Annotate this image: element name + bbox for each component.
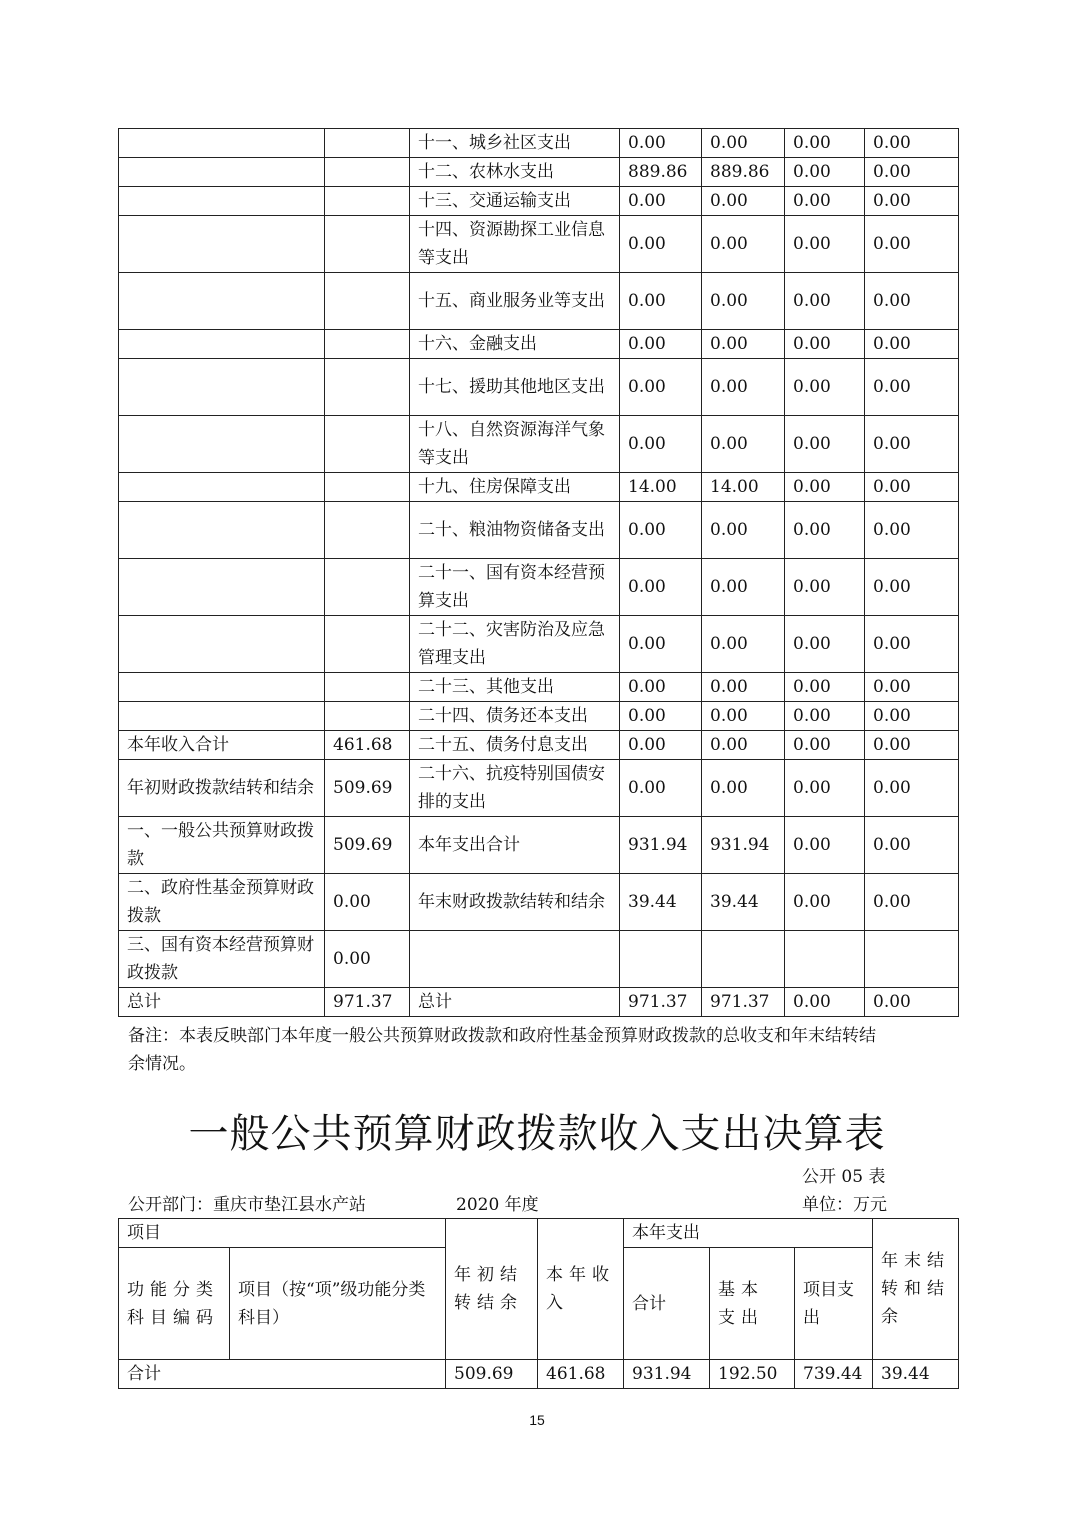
table-row	[119, 330, 959, 359]
cell-income-amount	[325, 273, 410, 330]
cell-fund: 0.00	[785, 702, 865, 731]
header-func-code: 功能分类科目编码	[119, 1248, 230, 1360]
cell-fund: 0.00	[785, 817, 865, 874]
cell-total: 0.00	[620, 129, 702, 158]
cell-expense-item: 十六、金融支出	[410, 330, 620, 359]
cell-total: 931.94	[620, 817, 702, 874]
cell-general: 0.00	[702, 616, 785, 673]
table-row	[119, 702, 959, 731]
cell-income-amount	[325, 673, 410, 702]
cell-total: 889.86	[620, 158, 702, 187]
cell-income-item	[119, 416, 325, 473]
cell-fund: 0.00	[785, 502, 865, 559]
cell-total: 0.00	[620, 760, 702, 817]
cell-state-capital: 0.00	[865, 673, 959, 702]
cell-expense-item: 二十五、债务付息支出	[410, 731, 620, 760]
cell-income-amount: 0.00	[325, 931, 410, 988]
cell-state-capital: 0.00	[865, 502, 959, 559]
cell-state-capital: 0.00	[865, 760, 959, 817]
header-basic-expense: 基本支出	[710, 1248, 795, 1360]
header-project: 项目	[119, 1219, 446, 1248]
cell-expense-item: 十七、援助其他地区支出	[410, 359, 620, 416]
cell-income-item	[119, 502, 325, 559]
department-label: 公开部门：重庆市垫江县水产站	[128, 1195, 366, 1215]
cell-general: 971.37	[702, 988, 785, 1017]
table-row	[119, 616, 959, 673]
table-row	[119, 731, 959, 760]
total-label: 合计	[119, 1360, 446, 1389]
cell-expense-item: 年末财政拨款结转和结余	[410, 874, 620, 931]
cell-income-item	[119, 273, 325, 330]
cell-expense-item: 二十三、其他支出	[410, 673, 620, 702]
cell-total: 0.00	[620, 216, 702, 273]
header-current-income: 本年收入	[538, 1219, 624, 1360]
cell-state-capital: 0.00	[865, 129, 959, 158]
cell-income-amount: 509.69	[325, 817, 410, 874]
cell-state-capital: 0.00	[865, 273, 959, 330]
cell-general: 0.00	[702, 330, 785, 359]
cell-expense-item: 二十二、灾害防治及应急管理支出	[410, 616, 620, 673]
cell-income-item	[119, 330, 325, 359]
cell-fund: 0.00	[785, 473, 865, 502]
cell-general: 0.00	[702, 731, 785, 760]
cell-state-capital: 0.00	[865, 187, 959, 216]
cell-expense-item: 十四、资源勘探工业信息等支出	[410, 216, 620, 273]
cell-total: 0.00	[620, 187, 702, 216]
total-row	[119, 1360, 959, 1389]
cell-state-capital: 0.00	[865, 559, 959, 616]
total-project-expense: 739.44	[795, 1360, 873, 1389]
cell-income-amount	[325, 559, 410, 616]
cell-total: 0.00	[620, 359, 702, 416]
table-row	[119, 359, 959, 416]
cell-state-capital: 0.00	[865, 473, 959, 502]
total-current-income: 461.68	[538, 1360, 624, 1389]
header-opening-balance: 年初结转结余	[446, 1219, 538, 1360]
cell-expense-item: 十八、自然资源海洋气象等支出	[410, 416, 620, 473]
cell-general: 0.00	[702, 129, 785, 158]
cell-total: 0.00	[620, 616, 702, 673]
table-row	[119, 817, 959, 874]
cell-income-amount	[325, 129, 410, 158]
cell-income-item	[119, 673, 325, 702]
total-basic-expense: 192.50	[710, 1360, 795, 1389]
cell-total: 0.00	[620, 502, 702, 559]
table-row	[119, 187, 959, 216]
cell-general: 14.00	[702, 473, 785, 502]
cell-state-capital: 0.00	[865, 416, 959, 473]
cell-total	[620, 931, 702, 988]
header-project-expense: 项目支出	[795, 1248, 873, 1360]
cell-income-item: 年初财政拨款结转和结余	[119, 760, 325, 817]
cell-expense-item: 十五、商业服务业等支出	[410, 273, 620, 330]
cell-income-amount	[325, 502, 410, 559]
cell-state-capital: 0.00	[865, 702, 959, 731]
cell-total: 0.00	[620, 330, 702, 359]
cell-state-capital: 0.00	[865, 359, 959, 416]
cell-income-amount	[325, 473, 410, 502]
cell-expense-item: 十九、住房保障支出	[410, 473, 620, 502]
cell-expense-item	[410, 931, 620, 988]
cell-total: 39.44	[620, 874, 702, 931]
total-closing-balance: 39.44	[873, 1360, 959, 1389]
cell-fund: 0.00	[785, 273, 865, 330]
cell-income-item	[119, 158, 325, 187]
table-row	[119, 158, 959, 187]
cell-fund: 0.00	[785, 874, 865, 931]
table-row	[119, 673, 959, 702]
cell-income-item	[119, 702, 325, 731]
header-item-name: 项目（按“项”级功能分类科目）	[230, 1248, 446, 1360]
cell-total: 0.00	[620, 673, 702, 702]
table-row	[119, 760, 959, 817]
budget-summary-table	[118, 128, 959, 1017]
cell-state-capital: 0.00	[865, 616, 959, 673]
table-row	[119, 473, 959, 502]
cell-state-capital: 0.00	[865, 330, 959, 359]
cell-income-amount	[325, 359, 410, 416]
cell-income-amount	[325, 330, 410, 359]
cell-general: 931.94	[702, 817, 785, 874]
cell-fund: 0.00	[785, 988, 865, 1017]
cell-general: 889.86	[702, 158, 785, 187]
fiscal-year: 2020 年度	[456, 1195, 539, 1215]
cell-income-item: 总计	[119, 988, 325, 1017]
cell-income-item	[119, 559, 325, 616]
header-subtotal: 合计	[624, 1248, 710, 1360]
table-code: 公开 05 表	[802, 1167, 886, 1187]
cell-general: 0.00	[702, 273, 785, 330]
cell-total: 0.00	[620, 559, 702, 616]
total-opening-balance: 509.69	[446, 1360, 538, 1389]
cell-fund: 0.00	[785, 187, 865, 216]
cell-expense-item: 十二、农林水支出	[410, 158, 620, 187]
cell-income-item: 三、国有资本经营预算财政拨款	[119, 931, 325, 988]
table-row	[119, 874, 959, 931]
cell-fund: 0.00	[785, 359, 865, 416]
cell-general: 0.00	[702, 359, 785, 416]
cell-state-capital: 0.00	[865, 874, 959, 931]
cell-expense-item: 总计	[410, 988, 620, 1017]
cell-expense-item: 二十四、债务还本支出	[410, 702, 620, 731]
cell-fund: 0.00	[785, 731, 865, 760]
cell-fund: 0.00	[785, 616, 865, 673]
cell-fund: 0.00	[785, 760, 865, 817]
cell-expense-item: 二十一、国有资本经营预算支出	[410, 559, 620, 616]
cell-income-amount	[325, 187, 410, 216]
cell-general: 0.00	[702, 416, 785, 473]
table-row	[119, 988, 959, 1017]
cell-state-capital: 0.00	[865, 731, 959, 760]
cell-expense-item: 十三、交通运输支出	[410, 187, 620, 216]
cell-state-capital	[865, 931, 959, 988]
cell-expense-item: 十一、城乡社区支出	[410, 129, 620, 158]
cell-income-amount: 971.37	[325, 988, 410, 1017]
cell-income-amount	[325, 216, 410, 273]
cell-fund: 0.00	[785, 216, 865, 273]
table-row	[119, 931, 959, 988]
cell-total: 0.00	[620, 273, 702, 330]
cell-income-amount: 0.00	[325, 874, 410, 931]
cell-general: 0.00	[702, 216, 785, 273]
cell-total: 14.00	[620, 473, 702, 502]
cell-expense-item: 本年支出合计	[410, 817, 620, 874]
cell-general: 39.44	[702, 874, 785, 931]
cell-expense-item: 二十六、抗疫特别国债安排的支出	[410, 760, 620, 817]
table-note: 备注：本表反映部门本年度一般公共预算财政拨款和政府性基金预算财政拨款的总收支和年末结转结余情况。	[128, 1026, 876, 1074]
page-number: 15	[529, 1412, 545, 1428]
general-budget-table	[118, 1218, 959, 1389]
cell-income-amount	[325, 416, 410, 473]
cell-general: 0.00	[702, 760, 785, 817]
cell-general	[702, 931, 785, 988]
cell-income-item	[119, 616, 325, 673]
header-current-expense: 本年支出	[624, 1219, 873, 1248]
cell-income-item: 本年收入合计	[119, 731, 325, 760]
cell-fund: 0.00	[785, 673, 865, 702]
cell-total: 0.00	[620, 416, 702, 473]
table-row	[119, 559, 959, 616]
cell-income-item	[119, 359, 325, 416]
cell-fund: 0.00	[785, 416, 865, 473]
table-row	[119, 216, 959, 273]
header-closing-balance: 年末结转和结余	[873, 1219, 959, 1360]
cell-income-item: 一、一般公共预算财政拨款	[119, 817, 325, 874]
cell-income-item: 二、政府性基金预算财政拨款	[119, 874, 325, 931]
cell-income-amount: 461.68	[325, 731, 410, 760]
cell-income-item	[119, 129, 325, 158]
cell-income-amount	[325, 158, 410, 187]
cell-fund: 0.00	[785, 158, 865, 187]
cell-fund: 0.00	[785, 129, 865, 158]
cell-state-capital: 0.00	[865, 158, 959, 187]
cell-fund: 0.00	[785, 559, 865, 616]
cell-total: 971.37	[620, 988, 702, 1017]
cell-income-amount	[325, 616, 410, 673]
cell-general: 0.00	[702, 559, 785, 616]
table-row	[119, 273, 959, 330]
cell-state-capital: 0.00	[865, 988, 959, 1017]
cell-general: 0.00	[702, 502, 785, 559]
cell-income-item	[119, 187, 325, 216]
table-row	[119, 416, 959, 473]
cell-general: 0.00	[702, 187, 785, 216]
table-row	[119, 502, 959, 559]
cell-fund: 0.00	[785, 330, 865, 359]
unit-label: 单位：万元	[802, 1195, 887, 1215]
cell-general: 0.00	[702, 673, 785, 702]
cell-state-capital: 0.00	[865, 817, 959, 874]
cell-income-amount	[325, 702, 410, 731]
cell-income-amount: 509.69	[325, 760, 410, 817]
cell-total: 0.00	[620, 731, 702, 760]
cell-fund	[785, 931, 865, 988]
cell-state-capital: 0.00	[865, 216, 959, 273]
total-subtotal: 931.94	[624, 1360, 710, 1389]
cell-general: 0.00	[702, 702, 785, 731]
cell-expense-item: 二十、粮油物资储备支出	[410, 502, 620, 559]
cell-total: 0.00	[620, 702, 702, 731]
cell-income-item	[119, 473, 325, 502]
table-row	[119, 129, 959, 158]
section-title: 一般公共预算财政拨款收入支出决算表	[188, 1111, 886, 1157]
cell-income-item	[119, 216, 325, 273]
